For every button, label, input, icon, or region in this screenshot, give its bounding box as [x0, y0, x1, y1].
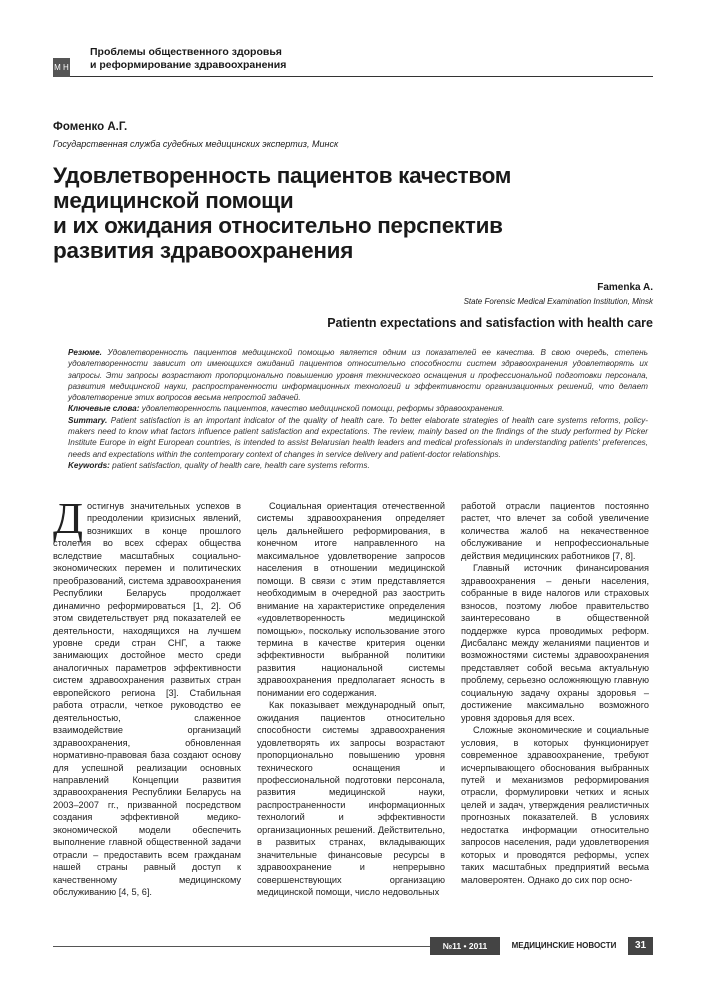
body-column-1 [53, 494, 241, 899]
summary-text: Patient satisfaction is an important indicator of the quality of health care. To better elaborate strategies of health care systems reforms, policy-makers need to know what factors influence patient satisfaction and expectations. The review, mainly based on the findings of the study performed by Picker Institute Europe in eight European countries, is intended to assist Belarusian health leaders and medical professionals in understanding patients' preferences, needs and expectations within the contemporary context of changes in service delivery and patient-doctor relationships. [68, 415, 648, 459]
body-paragraph: Социальная ориентация отечественной системы здравоохранения определяет цель дальнейшего реформирования, в конечном итоге направленного на максимальное удовлетворение запросов населения в отношении медицинской помощи. В связи с этим представляется необходимым в очередной раз заострить внимание на характеристике определения «удовлетворенность медицинской помощью», поскольку использование этого термина в качестве критерия оценки эффективности выбранной политики развития национальной системы здравоохранения предполагает ясность в понимании его содержания. [257, 501, 445, 698]
title-line: и их ожидания относительно перспектив [53, 213, 503, 238]
journal-logo: М Н [53, 58, 70, 77]
keywords-ru-text: удовлетворенность пациентов, качество медицинской помощи, реформы здравоохранения. [141, 404, 505, 414]
footer-divider [53, 946, 430, 947]
paragraph-text: остигнув значительных успехов в преодолении кризисных явлений, возникших в конце прошлого столетия во всех сферах общества вследствие масштабных социально-экономических перемен и политических преобразований, система здравоохранения Республики Беларусь продолжает динамично реформироваться [1, 2]. Об этом свидетельствует ряд показателей ее деятельности, находящихся на лучшем уровне среди стран СНГ, а также занимающих достойное место среди аналогичных параметров эффективности систем здравоохранения развитых стран европейского региона [3]. Стабильная работа отрасли, четкое руководство ее деятельностью, слаженное взаимодействие организаций здравоохранения, обновленная нормативно-правовая база создают основу для успешной реализации основных направлений Концепции развития здравоохранения Республики Беларусь на 2003–2007 гг., призванной посредством создания эффективной медико-экономической модели обеспечить выполнение главной общественной задачи отрасли – предоставить всем гражданам нашей страны равный доступ к качественному медицинскому обслуживанию [4, 5, 6]. [53, 501, 241, 898]
header-divider [70, 76, 653, 77]
keywords-en-label: Keywords: [68, 460, 110, 470]
body-paragraph: работой отрасли пациентов постоянно растет, что влечет за собой увеличение количества жалоб на некачественное обслуживание и непрофессиональные действия медицинских работников [7, 8]. [461, 501, 649, 561]
body-column-2 [257, 500, 445, 899]
keywords-en-text: patient satisfaction, quality of health care, health care systems reforms. [112, 460, 370, 470]
body-paragraph: Сложные экономические и социальные условия, в которых функционирует современное здравоохранение, требуют исчерпывающего обоснования выбранных путей и механизмов реформирования отрасли, формулировки четких и ясных целей и задач, утверждения реалистичных прогнозных показателей. В условиях недостатка информации относительно запросов населения, ради удовлетворения которых и проводятся реформы, успех таких масштабных предприятий весьма маловероятен. Однако до сих пор осно- [461, 725, 649, 885]
body-paragraph: Как показывает международный опыт, ожидания пациентов относительно способности системы здравоохранения удовлетворять их запросы возрастают пропорционально повышению уровня технического оснащения и профессиональной подготовки персонала, развития медицинской науки, распространенности информационных технологий и эффективности организационных решений. Действительно, в развитых странах, вкладывающих значительные финансовые ресурсы в здравоохранение и непрерывно совершенствующих организацию медицинской помощи, число недовольных [257, 700, 445, 898]
abstract-block [68, 347, 648, 471]
section-title: Проблемы общественного здоровья и реформирование здравоохранения [90, 46, 287, 71]
english-title: Patientn expectations and satisfaction with health care [327, 316, 653, 330]
journal-name: МЕДИЦИНСКИЕ НОВОСТИ [504, 937, 624, 955]
article-title [53, 163, 653, 263]
author-name: Фоменко А.Г. [53, 121, 128, 133]
body-paragraph: Главный источник финансирования здравоохранения – деньги населения, собранные в виде налогов или страховых взносов, поэтому любое правительство заинтересовано в общественной поддержке курса проводимых реформ. Дисбаланс между желаниями пациентов и возможностями системы здравоохранения представляет собой весьма актуальную проблему, серьезно осложняющую главную социальную задачу охраны здоровья – достижение максимально возможного уровня здоровья для всех. [461, 563, 649, 723]
title-line: развития здравоохранения [53, 238, 354, 263]
issue-number: №11 • 2011 [430, 937, 500, 955]
drop-cap: Д [53, 494, 84, 543]
keywords-ru-label: Ключевые слова: [68, 404, 140, 414]
resume-label: Резюме. [68, 348, 102, 357]
resume-paragraph [68, 347, 648, 403]
summary-paragraph [68, 415, 648, 460]
keywords-en-paragraph [68, 460, 648, 471]
author-affiliation: Государственная служба судебных медицинских экспертиз, Минск [53, 139, 339, 149]
summary-label: Summary. [68, 415, 108, 425]
running-header [53, 44, 653, 77]
page-footer [430, 937, 653, 955]
resume-text: Удовлетворенность пациентов медицинской помощью является одним из показателей ее качества. В свою очередь, степень удовлетворенности зависит от имеющихся ожиданий пациентов относительно способности систем здравоохранения удовлетворять их запросы. Эти запросы возрастают пропорционально повышению уровня технического оснащения и профессиональной подготовки персонала, развития медицинской науки, распространенности информационных технологий и эффективности организационных решений, что делает удовлетворение этих вопросов весьма непростой задачей. [68, 348, 648, 403]
body-paragraph [53, 494, 241, 899]
english-author-name: Famenka A. [597, 282, 653, 293]
body-column-3 [461, 500, 649, 886]
title-line: медицинской помощи [53, 188, 294, 213]
english-affiliation: State Forensic Medical Examination Institution, Minsk [463, 297, 653, 306]
page-number: 31 [628, 937, 653, 955]
title-line: Удовлетворенность пациентов качеством [53, 163, 512, 188]
keywords-ru-paragraph [68, 403, 648, 414]
